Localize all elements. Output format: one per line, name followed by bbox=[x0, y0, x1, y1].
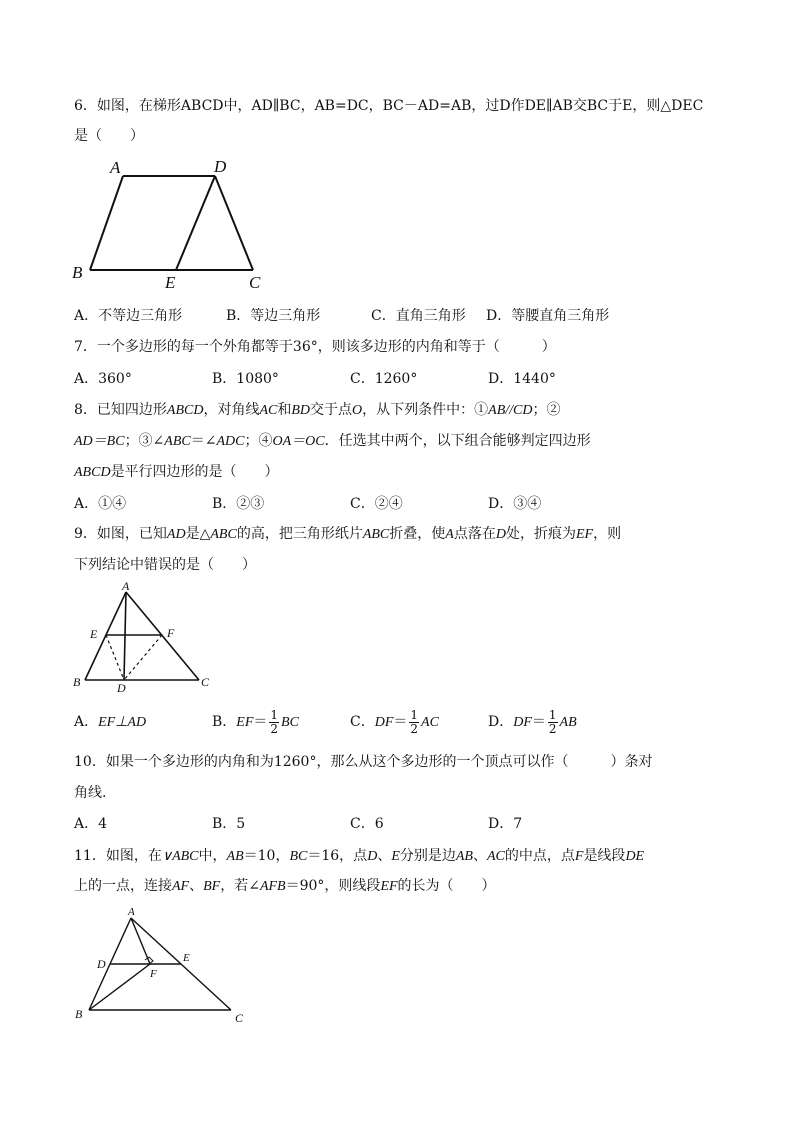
q6-segment-de bbox=[176, 176, 215, 270]
q11-stem-line2: 上的一点，连接AF、BF，若∠AFB＝90°，则线段EF的长为（ ） bbox=[74, 878, 496, 894]
q11-label-f: F bbox=[150, 968, 157, 980]
q9-label-b: B bbox=[73, 675, 81, 689]
q7-option-b[interactable]: B．1080° bbox=[212, 371, 279, 387]
q9-option-c[interactable]: C．DF＝ $\frac{1}{2}$ AC bbox=[350, 707, 439, 736]
q8-option-c[interactable]: C．②④ bbox=[350, 496, 403, 512]
q8-stem-line2: AD＝BC；③∠ABC＝∠ADC；④OA＝OC．任选其中两个，以下组合能够判定四边形 bbox=[74, 433, 591, 449]
q8-stem-line3: ABCD是平行四边形的是（ ） bbox=[74, 464, 279, 480]
q6-option-d[interactable]: D．等腰直角三角形 bbox=[486, 308, 610, 324]
q9-stem-line1: 9．如图，已知AD是△ABC的高，把三角形纸片ABC折叠，使A点落在D处，折痕为EF，则 bbox=[74, 526, 622, 542]
q9-segment-ed bbox=[106, 635, 124, 680]
q6-label-a: A bbox=[110, 158, 121, 177]
q11-segment-af bbox=[131, 918, 150, 964]
q7-options bbox=[74, 368, 734, 390]
q11-stem-line1: 11．如图，在∨ABC中，AB＝10，BC＝16，点D、E分别是边AB、AC的中点，点F是线段DE bbox=[74, 848, 645, 864]
q9-label-c: C bbox=[201, 675, 210, 689]
q6-label-c: C bbox=[249, 273, 261, 292]
q10-option-a[interactable]: A．4 bbox=[74, 816, 108, 832]
q6-option-b[interactable]: B．等边三角形 bbox=[226, 308, 321, 324]
q8-option-d[interactable]: D．③④ bbox=[488, 496, 542, 512]
q8-option-a[interactable]: A．①④ bbox=[74, 496, 127, 512]
q9-options bbox=[74, 708, 734, 736]
q7-option-d[interactable]: D．1440° bbox=[488, 371, 556, 387]
q6-trapezoid-figure bbox=[68, 154, 278, 294]
q10-option-b[interactable]: B．5 bbox=[212, 816, 246, 832]
q9-option-d-fraction: $\frac{1}{2}$ bbox=[548, 707, 557, 736]
q11-label-d: D bbox=[97, 957, 106, 971]
q9-option-a[interactable]: A．EF⊥AD bbox=[74, 714, 147, 730]
q8-stem-line1: 8．已知四边形ABCD，对角线AC和BD交于点O，从下列条件中：①AB//CD；② bbox=[74, 402, 561, 418]
q6-option-a[interactable]: A．不等边三角形 bbox=[74, 308, 183, 324]
q11-label-c: C bbox=[235, 1011, 244, 1025]
q10-stem-line2: 角线. bbox=[74, 785, 107, 801]
q9-option-b-fraction: $\frac{1}{2}$ bbox=[270, 707, 279, 736]
q11-triangle-figure bbox=[70, 902, 256, 1028]
q6-label-e: E bbox=[165, 273, 176, 292]
q9-segment-ac bbox=[126, 592, 199, 680]
q6-stem-line1: 6．如图，在梯形ABCD中，AD∥BC，AB=DC，BC－AD=AB，过D作DE∥AB交BC于E，则△DEC bbox=[74, 98, 704, 114]
q7-stem: 7．一个多边形的每一个外角都等于36°，则该多边形的内角和等于（ ） bbox=[74, 339, 556, 355]
q9-label-f: F bbox=[167, 626, 175, 640]
q6-segment-dc bbox=[215, 176, 253, 270]
q9-option-d[interactable]: D．DF＝ $\frac{1}{2}$ AB bbox=[488, 707, 577, 736]
q6-option-c[interactable]: C．直角三角形 bbox=[371, 308, 466, 324]
q9-label-e: E bbox=[90, 627, 98, 641]
q9-label-a: A bbox=[122, 580, 130, 593]
q6-options bbox=[74, 305, 734, 327]
q6-stem-line2: 是（ ） bbox=[74, 128, 144, 144]
q10-options bbox=[74, 813, 734, 835]
q9-stem-line2: 下列结论中错误的是（ ） bbox=[74, 557, 256, 573]
q11-label-a: A bbox=[128, 906, 135, 918]
q6-label-b: B bbox=[72, 263, 83, 282]
q6-segment-ab bbox=[90, 176, 123, 270]
q10-stem-line1: 10．如果一个多边形的内角和为1260°，那么从这个多边形的一个顶点可以作（ ）条对 bbox=[74, 754, 653, 770]
q8-option-b[interactable]: B．②③ bbox=[212, 496, 265, 512]
q10-option-d[interactable]: D．7 bbox=[488, 816, 523, 832]
q9-segment-ad bbox=[124, 592, 126, 680]
q9-option-c-fraction: $\frac{1}{2}$ bbox=[410, 707, 419, 736]
q6-label-d: D bbox=[214, 157, 227, 176]
q9-segment-fd bbox=[124, 635, 162, 680]
q11-label-e: E bbox=[183, 952, 190, 964]
q7-option-a[interactable]: A．360° bbox=[74, 371, 132, 387]
q10-option-c[interactable]: C．6 bbox=[350, 816, 384, 832]
q9-label-d: D bbox=[117, 681, 126, 695]
q8-options bbox=[74, 493, 734, 515]
q11-label-b: B bbox=[75, 1007, 83, 1021]
q7-option-c[interactable]: C．1260° bbox=[350, 371, 418, 387]
q9-option-b[interactable]: B．EF＝ $\frac{1}{2}$ BC bbox=[212, 707, 299, 736]
q9-triangle-figure bbox=[68, 580, 228, 696]
